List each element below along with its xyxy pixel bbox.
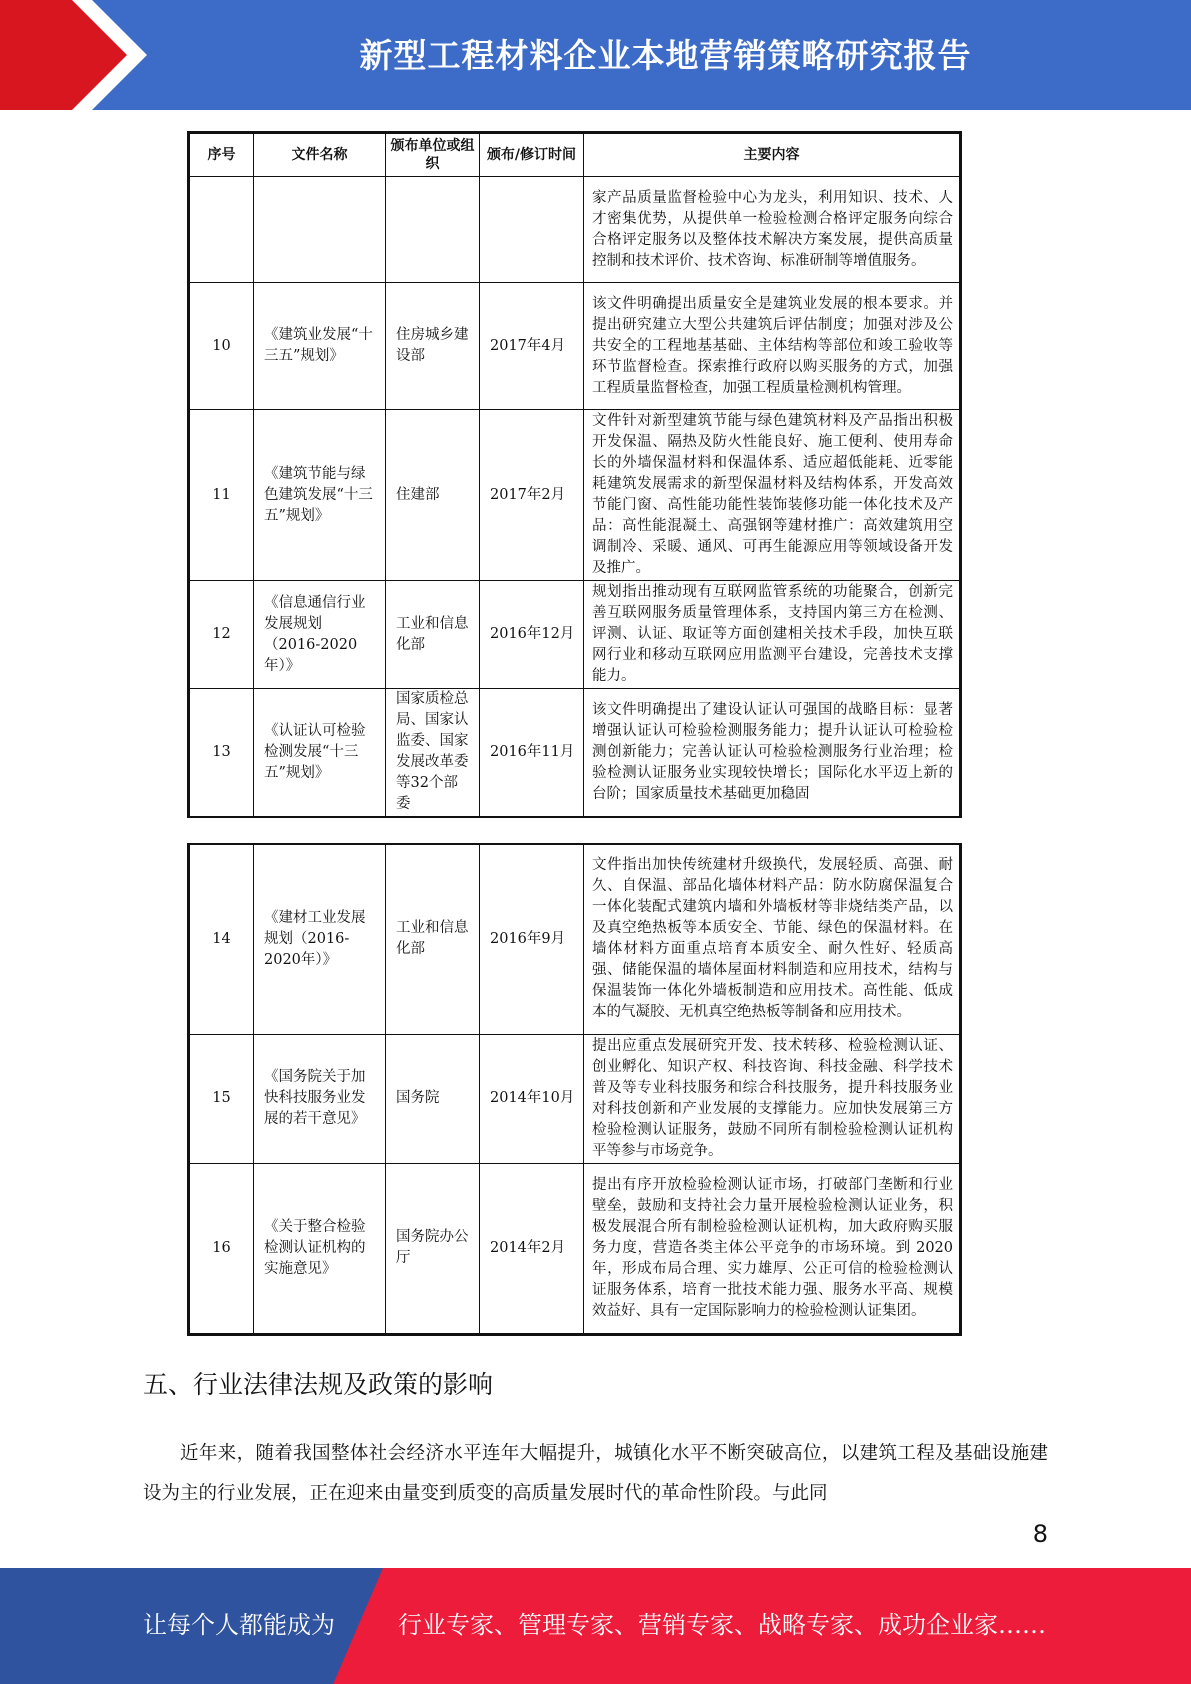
row-date: 2017年2月	[480, 410, 584, 581]
row-name: 《建筑节能与绿色建筑发展“十三五”规划》	[254, 410, 386, 581]
row-no: 15	[189, 1034, 254, 1163]
row-name: 《建材工业发展规划（2016-2020年）》	[254, 844, 386, 1034]
col-header-date: 颁布/修订时间	[480, 133, 584, 177]
row-org: 住房城乡建设部	[386, 283, 480, 410]
table-row	[189, 1034, 961, 1163]
table-row	[189, 177, 961, 283]
row-org: 住建部	[386, 410, 480, 581]
policy-table-part-2	[187, 843, 962, 1336]
row-content: 规划指出推动现有互联网监管系统的功能聚合，创新完善互联网服务质量管理体系，支持国内第三方在检测、评测、认证、取证等方面创建相关技术手段，加快互联网行业和移动互联网应用监测平台建设，完善技术支撑能力。	[584, 581, 961, 689]
row-org: 国家质检总局、国家认监委、国家发展改革委等32个部委	[386, 689, 480, 817]
row-name: 《信息通信行业发展规划（2016-2020年）》	[254, 581, 386, 689]
footer-slogan-left: 让每个人都能成为	[143, 1611, 335, 1639]
row-no: 16	[189, 1163, 254, 1334]
footer-slogan-right: 行业专家、管理专家、营销专家、战略专家、成功企业家……	[398, 1611, 1046, 1639]
row-org: 工业和信息化部	[386, 844, 480, 1034]
row-content: 该文件明确提出了建设认证认可强国的战略目标：显著增强认证认可检验检测服务能力；提升认证认可检验检测创新能力；完善认证认可检验检测服务行业治理；检验检测认证服务业实现较快增长；国际化水平迈上新的台阶；国家质量技术基础更加稳固	[584, 689, 961, 817]
row-date: 2014年10月	[480, 1034, 584, 1163]
table-row	[189, 410, 961, 581]
table-row	[189, 1163, 961, 1334]
policy-table-part-1	[187, 131, 962, 818]
row-no: 12	[189, 581, 254, 689]
row-no: 11	[189, 410, 254, 581]
table-row	[189, 844, 961, 1034]
row-name: 《国务院关于加快科技服务业发展的若干意见》	[254, 1034, 386, 1163]
row-content: 提出有序开放检验检测认证市场，打破部门垄断和行业壁垒，鼓励和支持社会力量开展检验检测认证业务，积极发展混合所有制检验检测认证机构，加大政府购买服务力度，营造各类主体公平竞争的市场环境。到 2020 年，形成布局合理、实力雄厚、公正可信的检验检测认证服务体系，培育一批技术能力强、服务水平高、规模效益好、具有一定国际影响力的检验检测认证集团。	[584, 1163, 961, 1334]
col-header-name: 文件名称	[254, 133, 386, 177]
row-content: 家产品质量监督检验中心为龙头，利用知识、技术、人才密集优势，从提供单一检验检测合格评定服务向综合合格评定服务以及整体技术解决方案发展，提供高质量控制和技术评价、技术咨询、标准研制等增值服务。	[584, 177, 961, 283]
page-number: 8	[1032, 1520, 1048, 1548]
row-date: 2017年4月	[480, 283, 584, 410]
row-no: 14	[189, 844, 254, 1034]
row-name: 《建筑业发展“十三五”规划》	[254, 283, 386, 410]
section-heading: 五、行业法律法规及政策的影响	[143, 1370, 494, 1399]
body-paragraph: 近年来，随着我国整体社会经济水平连年大幅提升，城镇化水平不断突破高位，以建筑工程及基础设施建设为主的行业发展，正在迎来由量变到质变的高质量发展时代的革命性阶段。与此同	[143, 1443, 1048, 1504]
row-date: 2016年11月	[480, 689, 584, 817]
row-no: 10	[189, 283, 254, 410]
row-org: 国务院办公厅	[386, 1163, 480, 1334]
row-content: 文件针对新型建筑节能与绿色建筑材料及产品指出积极开发保温、隔热及防火性能良好、施工便利、使用寿命长的外墙保温材料和保温体系、适应超低能耗、近零能耗建筑发展需求的新型保温材料及结构体系，开发高效节能门窗、高性能功能性装饰装修功能一体化技术及产品：高性能混凝土、高强钢等建材推广：高效建筑用空调制冷、采暖、通风、可再生能源应用等领域设备开发及推广。	[584, 410, 961, 581]
row-date: 2016年9月	[480, 844, 584, 1034]
report-title: 新型工程材料企业本地营销策略研究报告	[359, 36, 972, 75]
table-row	[189, 581, 961, 689]
row-content: 该文件明确提出质量安全是建筑业发展的根本要求。并提出研究建立大型公共建筑后评估制度；加强对涉及公共安全的工程地基基础、主体结构等部位和竣工验收等环节监督检查。探索推行政府以购买服务的方式，加强工程质量监督检查，加强工程质量检测机构管理。	[584, 283, 961, 410]
table-header-row	[189, 133, 961, 177]
red-chevron-decoration	[0, 0, 150, 110]
row-org: 工业和信息化部	[386, 581, 480, 689]
col-header-content: 主要内容	[584, 133, 961, 177]
footer-banner	[0, 1568, 1191, 1684]
col-header-org: 颁布单位或组织	[386, 133, 480, 177]
row-no: 13	[189, 689, 254, 817]
row-date: 2014年2月	[480, 1163, 584, 1334]
header-banner	[0, 0, 1191, 110]
col-header-no: 序号	[189, 133, 254, 177]
row-org: 国务院	[386, 1034, 480, 1163]
table-row	[189, 283, 961, 410]
row-date: 2016年12月	[480, 581, 584, 689]
row-content: 提出应重点发展研究开发、技术转移、检验检测认证、创业孵化、知识产权、科技咨询、科技金融、科学技术普及等专业科技服务和综合科技服务，提升科技服务业对科技创新和产业发展的支撑能力。应加快发展第三方检验检测认证服务，鼓励不同所有制检验检测认证机构平等参与市场竞争。	[584, 1034, 961, 1163]
row-name: 《认证认可检验检测发展“十三五”规划》	[254, 689, 386, 817]
row-name: 《关于整合检验检测认证机构的实施意见》	[254, 1163, 386, 1334]
row-content: 文件指出加快传统建材升级换代，发展轻质、高强、耐久、自保温、部品化墙体材料产品：防水防腐保温复合一体化装配式建筑内墙和外墙板材等非烧结类产品，以及真空绝热板等本质安全、节能、绿色的保温材料。在墙体材料方面重点培育本质安全、耐久性好、轻质高强、储能保温的墙体屋面材料制造和应用技术，结构与保温装饰一体化外墙板制造和应用技术。高性能、低成本的气凝胶、无机真空绝热板等制备和应用技术。	[584, 844, 961, 1034]
table-row	[189, 689, 961, 817]
